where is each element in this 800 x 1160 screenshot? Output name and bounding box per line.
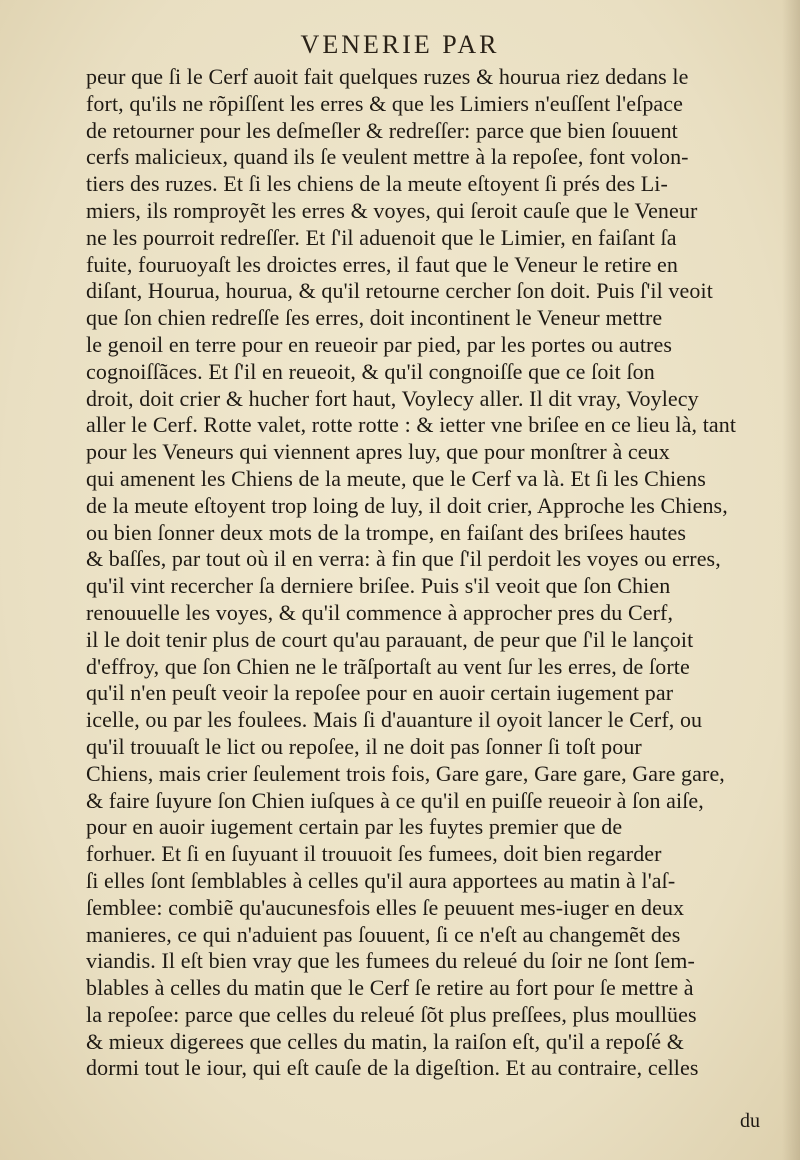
text-line: & mieux digerees que celles du matin, la raiſon eſt, qu'il a repoſé & xyxy=(86,1028,684,1054)
text-line: fuite, fouruoyaſt les droictes erres, il faut que le Veneur le retire en xyxy=(86,251,679,277)
text-line: qui amenent les Chiens de la meute, que le Cerf va là. Et ſi les Chiens xyxy=(86,465,706,491)
text-line: & faire ſuyure ſon Chien iuſques à ce qu'il en puiſſe reueoir à ſon aiſe, xyxy=(86,787,704,813)
text-line: ne les pourroit redreſſer. Et ſ'il aduenoit que le Limier, en faiſant ſa xyxy=(86,224,677,250)
text-line: ſi elles ſont ſemblables à celles qu'il aura apportees au matin à l'aſ- xyxy=(86,867,676,893)
page-edge-shadow xyxy=(782,0,800,1160)
text-line: Chiens, mais crier ſeulement trois fois, Gare gare, Gare gare, Gare gare, xyxy=(86,760,725,786)
text-line: renouuelle les voyes, & qu'il commence à approcher pres du Cerf, xyxy=(86,599,674,625)
text-line: qu'il n'en peuſt veoir la repoſee pour en auoir certain iugement par xyxy=(86,680,674,706)
text-line: qu'il vint recercher ſa derniere briſee. Puis s'il veoit que ſon Chien xyxy=(86,573,671,599)
text-line: droit, doit crier & hucher fort haut, Voylecy aller. Il dit vray, Voylecy xyxy=(86,385,699,411)
text-line: manieres, ce qui n'aduient pas ſouuent, ſi ce n'eſt au changemẽt des xyxy=(86,921,681,947)
body-text xyxy=(86,64,798,1082)
text-line: que ſon chien redreſſe ſes erres, doit incontinent le Veneur mettre xyxy=(86,305,663,331)
text-line: il le doit tenir plus de court qu'au parauant, de peur que ſ'il le lançoit xyxy=(86,626,694,652)
text-line: le genoil en terre pour en reueoir par pied, par les portes ou autres xyxy=(86,331,672,357)
text-line: de la meute eſtoyent trop loing de luy, il doit crier, Approche les Chiens, xyxy=(86,492,728,518)
text-line: pour en auoir iugement certain par les fuytes premier que de xyxy=(86,814,623,840)
text-line: cognoiſſãces. Et ſ'il en reueoit, & qu'il congnoiſſe que ce ſoit ſon xyxy=(86,358,655,384)
text-line: ſemblee: combiẽ qu'aucunesfois elles ſe peuuent mes-iuger en deux xyxy=(86,894,685,920)
text-line: blables à celles du matin que le Cerf ſe retire au fort pour ſe mettre à xyxy=(86,975,694,1001)
text-line: d'effroy, que ſon Chien ne le trãſportaſt au vent ſur les erres, de ſorte xyxy=(86,653,690,679)
text-line: tiers des ruzes. Et ſi les chiens de la meute eſtoyent ſi prés des Li- xyxy=(86,171,668,197)
text-line: qu'il trouuaſt le lict ou repoſee, il ne doit pas ſonner ſi toſt pour xyxy=(86,733,642,759)
text-line: aller le Cerf. Rotte valet, rotte rotte : & ietter vne briſee en ce lieu là, tant xyxy=(86,412,737,438)
text-line: dormi tout le iour, qui eſt cauſe de la digeſtion. Et au contraire, celles xyxy=(86,1055,699,1081)
text-line: icelle, ou par les foulees. Mais ſi d'auanture il oyoit lancer le Cerf, ou xyxy=(86,707,703,733)
text-line: forhuer. Et ſi en ſuyuant il trouuoit ſes fumees, doit bien regarder xyxy=(86,841,662,867)
text-line: la repoſee: parce que celles du releué ſõt plus preſſees, plus moullües xyxy=(86,1001,697,1027)
running-head: VENERIE PAR xyxy=(300,30,500,59)
text-line: fort, qu'ils ne rõpiſſent les erres & que les Limiers n'euſſent l'eſpace xyxy=(86,90,684,116)
text-line: peur que ſi le Cerf auoit fait quelques ruzes & hourua riez dedans le xyxy=(86,64,689,89)
text-line: miers, ils romproyẽt les erres & voyes, qui ſeroit cauſe que le Veneur xyxy=(86,197,698,223)
text-line: diſant, Hourua, hourua, & qu'il retourne cercher ſon doit. Puis ſ'il veoit xyxy=(86,278,713,304)
catchword: du xyxy=(740,1110,760,1132)
text-line: & baſſes, par tout où il en verra: à fin que ſ'il perdoit les voyes ou erres, xyxy=(86,546,721,572)
text-line: cerfs malicieux, quand ils ſe veulent mettre à la repoſee, font volon- xyxy=(86,144,689,170)
text-line: pour les Veneurs qui viennent apres luy, que pour monſtrer à ceux xyxy=(86,439,670,465)
text-line: ou bien ſonner deux mots de la trompe, en faiſant des briſees hautes xyxy=(86,519,687,545)
text-line: de retourner pour les deſmeſler & redreſſer: parce que bien ſouuent xyxy=(86,117,678,143)
text-line: viandis. Il eſt bien vray que les fumees du releué du ſoir ne ſont ſem- xyxy=(86,948,695,974)
